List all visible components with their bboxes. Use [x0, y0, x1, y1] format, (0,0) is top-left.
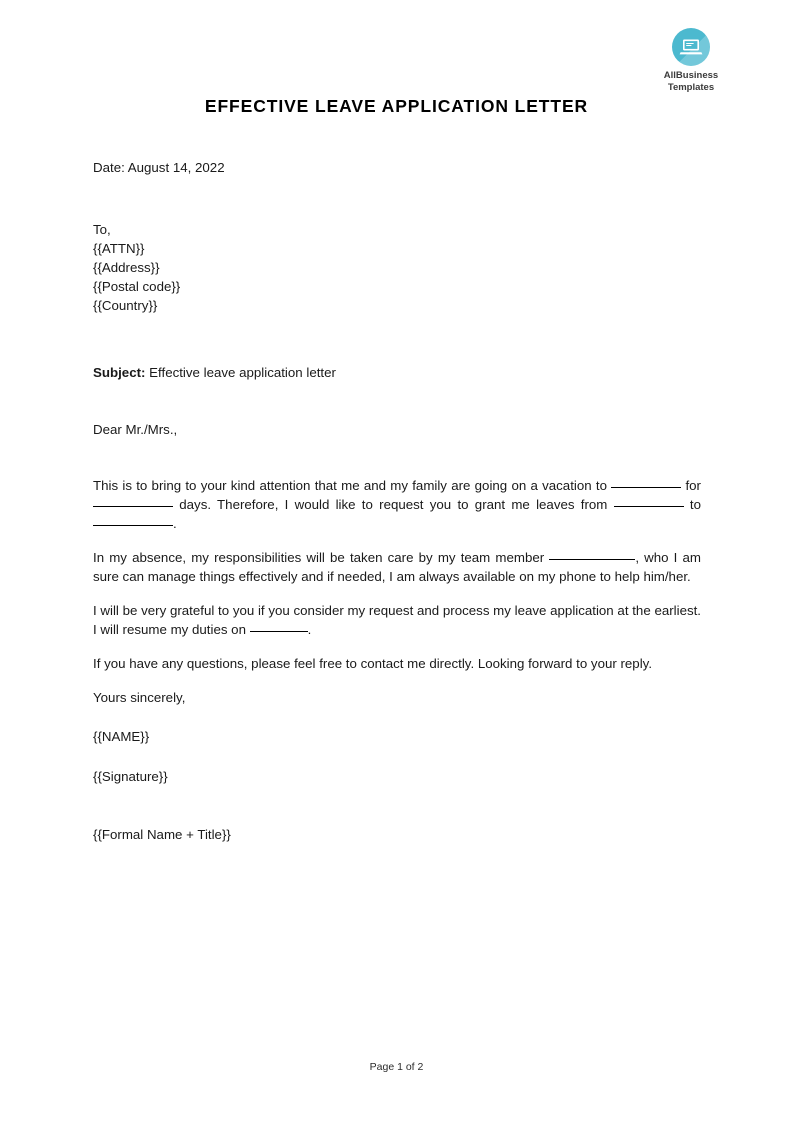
blank-destination[interactable] [611, 487, 681, 488]
letter-body [93, 158, 701, 844]
paragraph-1-part-3: days. Therefore, I would like to request you to grant me leaves from [173, 497, 614, 512]
paragraph-2-part-1: In my absence, my responsibilities will be taken care by my team member [93, 550, 550, 565]
paragraph-3-part-1: I will be very grateful to you if you consider my request and process my leave application at the earliest. I will resume my duties on [93, 603, 701, 637]
paragraph-1-part-5: . [173, 516, 177, 531]
logo-text-line1: AllBusiness [663, 70, 719, 81]
blank-from-date[interactable] [614, 506, 684, 507]
allbusiness-templates-logo[interactable] [636, 28, 746, 93]
salutation: Dear Mr./Mrs., [93, 422, 178, 437]
paragraph-3-part-2: . [307, 622, 312, 637]
closing-formal-name-title: {{Formal Name + Title}} [93, 827, 231, 842]
logo-text [636, 70, 746, 93]
paragraph-2-part-2: , who I am sure can manage things effectively and if needed, I am always available on my phone to help him/her. [93, 550, 701, 584]
recipient-address: {{Address}} [93, 260, 160, 275]
paragraph-1-part-1: This is to bring to your kind attention that me and my family are going on a vacation to [93, 478, 612, 493]
blank-team-member[interactable] [549, 559, 635, 560]
recipient-attn: {{ATTN}} [93, 241, 145, 256]
paragraph-1 [93, 476, 701, 533]
date-line: Date: August 14, 2022 [93, 160, 225, 175]
recipient-to: To, [93, 222, 111, 237]
paragraph-4: If you have any questions, please feel free to contact me directly. Looking forward to your reply. [93, 656, 653, 671]
closing-signature: {{Signature}} [93, 769, 168, 784]
page-title: EFFECTIVE LEAVE APPLICATION LETTER [204, 96, 589, 116]
subject-line [93, 363, 701, 382]
subject-label: Subject: [93, 365, 146, 380]
paragraph-2 [93, 548, 701, 586]
paragraph-1-part-2: for [681, 478, 701, 493]
subject-value: Effective leave application letter [149, 365, 336, 380]
recipient-postal-code: {{Postal code}} [93, 279, 181, 294]
page-footer: Page 1 of 2 [369, 1061, 424, 1073]
paragraph-1-part-4: to [683, 497, 701, 512]
closing-sincerely: Yours sincerely, [93, 690, 186, 705]
recipient-country: {{Country}} [93, 298, 158, 313]
logo-text-line2: Templates [667, 81, 715, 93]
blank-to-date[interactable] [93, 525, 173, 526]
laptop-icon [672, 28, 710, 66]
closing-name: {{NAME}} [93, 729, 150, 744]
blank-days[interactable] [93, 506, 173, 507]
paragraph-3 [93, 601, 701, 639]
blank-resume-date[interactable] [250, 631, 308, 632]
recipient-address-block [93, 220, 701, 315]
